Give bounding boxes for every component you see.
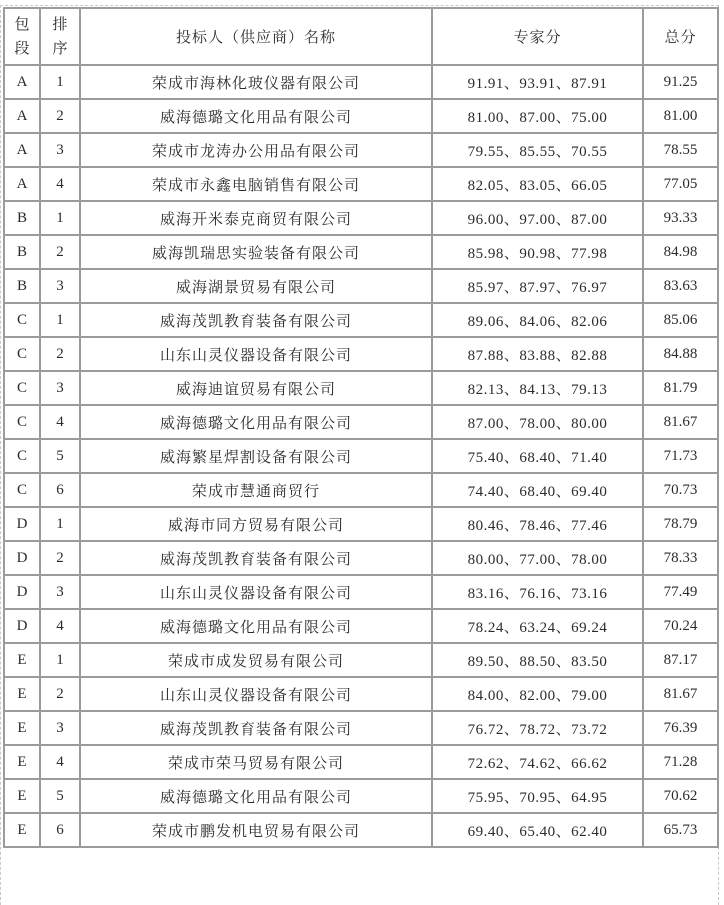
total-score-cell: 81.00 <box>643 99 718 133</box>
table-row <box>4 269 718 303</box>
header-total-score: 总分 <box>643 8 718 65</box>
bidder-name-cell: 荣成市荣马贸易有限公司 <box>80 745 432 779</box>
package-cell: A <box>4 99 40 133</box>
table-row <box>4 541 718 575</box>
total-score-cell: 71.28 <box>643 745 718 779</box>
bidder-name-cell: 荣成市永鑫电脑销售有限公司 <box>80 167 432 201</box>
rank-cell: 2 <box>40 677 80 711</box>
table-row <box>4 507 718 541</box>
table-row <box>4 235 718 269</box>
package-cell: C <box>4 303 40 337</box>
rank-cell: 6 <box>40 813 80 847</box>
rank-cell: 2 <box>40 235 80 269</box>
total-score-cell: 78.33 <box>643 541 718 575</box>
rank-cell: 4 <box>40 167 80 201</box>
table-row <box>4 303 718 337</box>
bidder-name-cell: 威海茂凯教育装备有限公司 <box>80 541 432 575</box>
table-row <box>4 99 718 133</box>
package-cell: A <box>4 167 40 201</box>
package-cell: A <box>4 133 40 167</box>
package-cell: B <box>4 201 40 235</box>
rank-cell: 1 <box>40 643 80 677</box>
package-cell: B <box>4 269 40 303</box>
table-row <box>4 371 718 405</box>
table-row <box>4 337 718 371</box>
bidder-name-cell: 荣成市成发贸易有限公司 <box>80 643 432 677</box>
total-score-cell: 77.49 <box>643 575 718 609</box>
table-row <box>4 133 718 167</box>
rank-cell: 1 <box>40 303 80 337</box>
expert-scores-cell: 75.40、68.40、71.40 <box>432 439 643 473</box>
total-score-cell: 91.25 <box>643 65 718 99</box>
bidder-name-cell: 威海迪谊贸易有限公司 <box>80 371 432 405</box>
header-rank <box>40 8 80 65</box>
total-score-cell: 70.24 <box>643 609 718 643</box>
expert-scores-cell: 72.62、74.62、66.62 <box>432 745 643 779</box>
total-score-cell: 87.17 <box>643 643 718 677</box>
total-score-cell: 81.79 <box>643 371 718 405</box>
bidder-name-cell: 威海繁星焊割设备有限公司 <box>80 439 432 473</box>
table-row <box>4 439 718 473</box>
bid-evaluation-table <box>3 7 719 848</box>
rank-cell: 1 <box>40 201 80 235</box>
package-cell: E <box>4 677 40 711</box>
bidder-name-cell: 威海湖景贸易有限公司 <box>80 269 432 303</box>
bidder-name-cell: 威海德璐文化用品有限公司 <box>80 99 432 133</box>
bidder-name-cell: 威海茂凯教育装备有限公司 <box>80 303 432 337</box>
expert-scores-cell: 85.97、87.97、76.97 <box>432 269 643 303</box>
bidder-name-cell: 威海凯瑞思实验装备有限公司 <box>80 235 432 269</box>
total-score-cell: 81.67 <box>643 405 718 439</box>
table-row <box>4 711 718 745</box>
expert-scores-cell: 78.24、63.24、69.24 <box>432 609 643 643</box>
header-expert-scores: 专家分 <box>432 8 643 65</box>
expert-scores-cell: 83.16、76.16、73.16 <box>432 575 643 609</box>
rank-cell: 3 <box>40 711 80 745</box>
expert-scores-cell: 87.00、78.00、80.00 <box>432 405 643 439</box>
total-score-cell: 78.79 <box>643 507 718 541</box>
table-row <box>4 677 718 711</box>
table-row <box>4 167 718 201</box>
expert-scores-cell: 82.05、83.05、66.05 <box>432 167 643 201</box>
table-body <box>4 65 718 847</box>
table-row <box>4 473 718 507</box>
table-row <box>4 201 718 235</box>
total-score-cell: 70.73 <box>643 473 718 507</box>
expert-scores-cell: 75.95、70.95、64.95 <box>432 779 643 813</box>
expert-scores-cell: 89.50、88.50、83.50 <box>432 643 643 677</box>
header-package <box>4 8 40 65</box>
header-row <box>4 8 718 65</box>
total-score-cell: 71.73 <box>643 439 718 473</box>
table-row <box>4 405 718 439</box>
bidder-name-cell: 威海开米泰克商贸有限公司 <box>80 201 432 235</box>
rank-cell: 1 <box>40 507 80 541</box>
package-cell: C <box>4 405 40 439</box>
total-score-cell: 76.39 <box>643 711 718 745</box>
table-row <box>4 609 718 643</box>
expert-scores-cell: 80.46、78.46、77.46 <box>432 507 643 541</box>
bidder-name-cell: 荣成市鹏发机电贸易有限公司 <box>80 813 432 847</box>
bidder-name-cell: 山东山灵仪器设备有限公司 <box>80 337 432 371</box>
bidder-name-cell: 威海德璐文化用品有限公司 <box>80 779 432 813</box>
package-cell: B <box>4 235 40 269</box>
rank-cell: 5 <box>40 439 80 473</box>
bidder-name-cell: 威海茂凯教育装备有限公司 <box>80 711 432 745</box>
expert-scores-cell: 79.55、85.55、70.55 <box>432 133 643 167</box>
expert-scores-cell: 74.40、68.40、69.40 <box>432 473 643 507</box>
package-cell: C <box>4 473 40 507</box>
rank-cell: 3 <box>40 133 80 167</box>
total-score-cell: 83.63 <box>643 269 718 303</box>
bidder-name-cell: 山东山灵仪器设备有限公司 <box>80 677 432 711</box>
package-cell: C <box>4 371 40 405</box>
package-cell: D <box>4 541 40 575</box>
expert-scores-cell: 87.88、83.88、82.88 <box>432 337 643 371</box>
rank-cell: 4 <box>40 609 80 643</box>
package-cell: E <box>4 779 40 813</box>
rank-cell: 1 <box>40 65 80 99</box>
total-score-cell: 70.62 <box>643 779 718 813</box>
rank-cell: 2 <box>40 541 80 575</box>
bidder-name-cell: 威海市同方贸易有限公司 <box>80 507 432 541</box>
total-score-cell: 78.55 <box>643 133 718 167</box>
package-cell: C <box>4 337 40 371</box>
table-row <box>4 575 718 609</box>
total-score-cell: 85.06 <box>643 303 718 337</box>
total-score-cell: 65.73 <box>643 813 718 847</box>
package-cell: D <box>4 575 40 609</box>
bidder-name-cell: 山东山灵仪器设备有限公司 <box>80 575 432 609</box>
expert-scores-cell: 82.13、84.13、79.13 <box>432 371 643 405</box>
rank-cell: 5 <box>40 779 80 813</box>
package-cell: C <box>4 439 40 473</box>
table-row <box>4 813 718 847</box>
table-row <box>4 779 718 813</box>
expert-scores-cell: 85.98、90.98、77.98 <box>432 235 643 269</box>
total-score-cell: 84.88 <box>643 337 718 371</box>
rank-cell: 4 <box>40 405 80 439</box>
table-row <box>4 643 718 677</box>
expert-scores-cell: 80.00、77.00、78.00 <box>432 541 643 575</box>
bidder-name-cell: 威海德璐文化用品有限公司 <box>80 405 432 439</box>
rank-cell: 4 <box>40 745 80 779</box>
expert-scores-cell: 89.06、84.06、82.06 <box>432 303 643 337</box>
expert-scores-cell: 91.91、93.91、87.91 <box>432 65 643 99</box>
rank-cell: 2 <box>40 337 80 371</box>
expert-scores-cell: 96.00、97.00、87.00 <box>432 201 643 235</box>
header-rank-label: 排序 <box>52 16 69 57</box>
total-score-cell: 77.05 <box>643 167 718 201</box>
package-cell: E <box>4 813 40 847</box>
bidder-name-cell: 荣成市慧通商贸行 <box>80 473 432 507</box>
rank-cell: 3 <box>40 269 80 303</box>
expert-scores-cell: 81.00、87.00、75.00 <box>432 99 643 133</box>
total-score-cell: 93.33 <box>643 201 718 235</box>
bidder-name-cell: 荣成市龙涛办公用品有限公司 <box>80 133 432 167</box>
total-score-cell: 81.67 <box>643 677 718 711</box>
total-score-cell: 84.98 <box>643 235 718 269</box>
expert-scores-cell: 84.00、82.00、79.00 <box>432 677 643 711</box>
package-cell: D <box>4 609 40 643</box>
package-cell: D <box>4 507 40 541</box>
bidder-name-cell: 威海德璐文化用品有限公司 <box>80 609 432 643</box>
rank-cell: 2 <box>40 99 80 133</box>
package-cell: E <box>4 643 40 677</box>
expert-scores-cell: 69.40、65.40、62.40 <box>432 813 643 847</box>
table-header <box>4 8 718 65</box>
header-bidder: 投标人（供应商）名称 <box>80 8 432 65</box>
package-cell: A <box>4 65 40 99</box>
table-row <box>4 65 718 99</box>
expert-scores-cell: 76.72、78.72、73.72 <box>432 711 643 745</box>
table-row <box>4 745 718 779</box>
bidder-name-cell: 荣成市海林化玻仪器有限公司 <box>80 65 432 99</box>
package-cell: E <box>4 711 40 745</box>
rank-cell: 3 <box>40 371 80 405</box>
rank-cell: 3 <box>40 575 80 609</box>
rank-cell: 6 <box>40 473 80 507</box>
header-package-label: 包段 <box>14 16 31 57</box>
package-cell: E <box>4 745 40 779</box>
